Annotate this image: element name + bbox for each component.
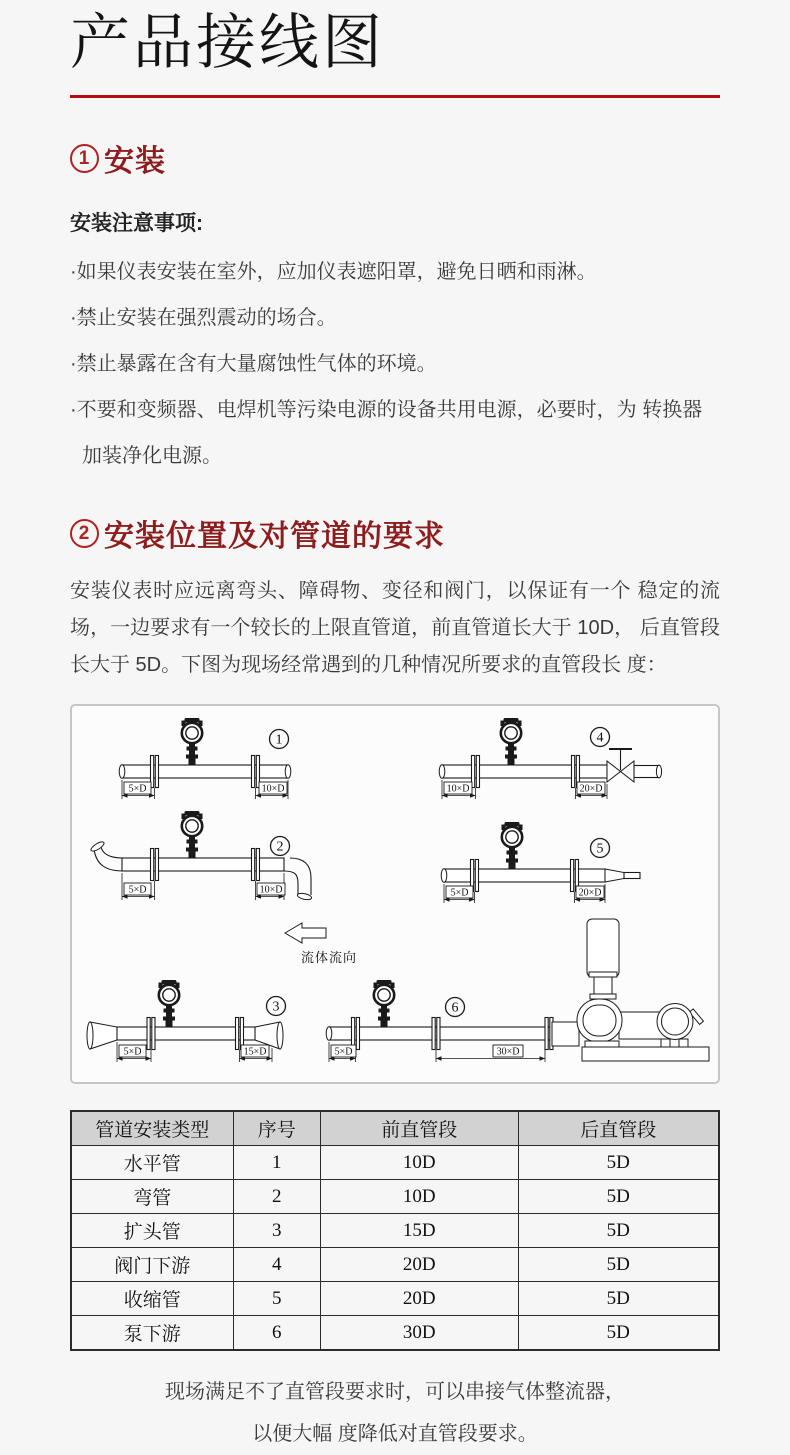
cell-index: 6	[233, 1316, 320, 1351]
config-number-badge	[270, 730, 289, 749]
dimension-label	[444, 782, 605, 795]
cell-front: 10D	[320, 1146, 518, 1180]
svg-text:5×D: 5×D	[123, 1046, 142, 1058]
svg-text:3: 3	[272, 999, 280, 1015]
installation-notes-subtitle: 安装注意事项:	[70, 212, 203, 235]
svg-text:4: 4	[596, 730, 604, 746]
svg-text:5×D: 5×D	[128, 783, 147, 795]
cell-rear: 5D	[518, 1146, 719, 1180]
svg-text:30×D: 30×D	[496, 1046, 520, 1058]
pipe	[122, 765, 288, 778]
cell-index: 5	[233, 1282, 320, 1316]
flowmeter-icon	[159, 980, 180, 1027]
cell-rear: 5D	[518, 1214, 719, 1248]
installation-note-item: ·禁止暴露在含有大量腐蚀性气体的环境。	[70, 353, 437, 375]
position-requirements-paragraph: 安装仪表时应远离弯头、障碍物、变径和阀门，以保证有一个 稳定的流场，一边要求有一个较长的上限直管道，前直管道长大于 10D， 后直管段长大于 5D。下图为现场经常遇到的几种情况所要求的直管段长 度：	[70, 580, 720, 676]
flow-direction-arrow	[285, 923, 357, 965]
svg-text:10×D: 10×D	[259, 884, 283, 896]
column-header-pipe-type: 管道安装类型	[71, 1111, 233, 1146]
cell-front: 20D	[320, 1282, 518, 1316]
pipe	[442, 765, 607, 778]
flowmeter-icon	[502, 822, 523, 869]
flow-direction-label: 流体流向	[300, 950, 358, 965]
config-number-badge	[591, 728, 610, 747]
installation-note-item: ·不要和变频器、电焊机等污染电源的设备共用电源，必要时，为 转换器加装净化电源。	[70, 399, 703, 467]
pump-icon	[552, 919, 709, 1061]
svg-text:5×D: 5×D	[450, 887, 469, 899]
footer-note	[70, 1371, 720, 1455]
config-number-badge	[271, 837, 290, 856]
cell-pipe-type: 收缩管	[71, 1282, 233, 1316]
section-installation-heading	[70, 136, 720, 180]
svg-text:5×D: 5×D	[334, 1046, 353, 1058]
cell-pipe-type: 弯管	[71, 1180, 233, 1214]
pipe-config-5	[441, 822, 640, 903]
cell-pipe-type: 水平管	[71, 1146, 233, 1180]
svg-text:15×D: 15×D	[243, 1046, 267, 1058]
svg-text:10×D: 10×D	[261, 783, 285, 795]
pipe-config-4	[439, 718, 661, 799]
valve-icon	[607, 749, 634, 782]
pipe-config-6	[326, 919, 709, 1062]
svg-text:1: 1	[275, 732, 283, 748]
installation-notes-list	[70, 249, 720, 479]
config-number-badge	[591, 839, 610, 858]
dimension-label	[119, 1045, 269, 1058]
section-position-heading	[70, 511, 720, 555]
flowmeter-icon	[374, 980, 395, 1027]
pipe-config-3	[87, 980, 286, 1062]
straight-pipe-requirements-table	[70, 1110, 720, 1351]
cell-front: 30D	[320, 1316, 518, 1351]
section-position-title: 安装位置及对管道的要求	[104, 520, 445, 553]
dimension-label	[124, 883, 285, 896]
section-installation-title: 安装	[104, 145, 166, 178]
table-row	[71, 1316, 719, 1351]
svg-text:20×D: 20×D	[578, 887, 602, 899]
cell-rear: 5D	[518, 1282, 719, 1316]
table-row	[71, 1180, 719, 1214]
column-header-index: 序号	[233, 1111, 320, 1146]
cell-index: 3	[233, 1214, 320, 1248]
config-number-badge	[267, 997, 286, 1016]
cell-pipe-type: 泵下游	[71, 1316, 233, 1351]
svg-text:2: 2	[276, 839, 284, 855]
svg-text:6: 6	[451, 1000, 459, 1016]
page-title: 产品接线图	[70, 9, 385, 76]
cell-index: 4	[233, 1248, 320, 1282]
cell-front: 15D	[320, 1214, 518, 1248]
column-header-rear-straight: 后直管段	[518, 1111, 719, 1146]
flowmeter-icon	[182, 811, 203, 858]
table-row	[71, 1248, 719, 1282]
expander-icon	[90, 1022, 117, 1049]
svg-text:5×D: 5×D	[128, 884, 147, 896]
cell-pipe-type: 阀门下游	[71, 1248, 233, 1282]
pipe-config-2	[90, 811, 312, 901]
cell-front: 20D	[320, 1248, 518, 1282]
cell-rear: 5D	[518, 1180, 719, 1214]
installation-note-item: ·禁止安装在强烈震动的场合。	[70, 307, 337, 329]
svg-text:10×D: 10×D	[446, 783, 470, 795]
flowmeter-icon	[501, 718, 522, 765]
dimension-label	[124, 782, 287, 795]
cell-front: 10D	[320, 1180, 518, 1214]
table-header-row	[71, 1111, 719, 1146]
flowmeter-icon	[182, 718, 203, 765]
svg-text:5: 5	[596, 841, 604, 857]
footer-note-line2: 以便大幅 度降低对直管段要求。	[252, 1423, 538, 1445]
footer-note-line1: 现场满足不了直管段要求时，可以串接气体整流器，	[165, 1381, 625, 1403]
installation-note-item: ·如果仪表安装在室外，应加仪表遮阳罩，避免日晒和雨淋。	[70, 261, 597, 283]
pipe	[444, 869, 605, 882]
reducer-icon	[605, 869, 624, 882]
piping-diagram	[70, 704, 720, 1084]
cell-index: 2	[233, 1180, 320, 1214]
cell-pipe-type: 扩头管	[71, 1214, 233, 1248]
config-number-badge	[446, 998, 465, 1017]
title-underline	[70, 95, 720, 98]
cell-index: 1	[233, 1146, 320, 1180]
pipe	[117, 1027, 255, 1040]
cell-rear: 5D	[518, 1316, 719, 1351]
pipe-config-1	[119, 718, 291, 799]
table-row	[71, 1146, 719, 1180]
dimension-label	[446, 886, 604, 899]
table-row	[71, 1282, 719, 1316]
piping-diagram-svg	[72, 706, 718, 1082]
circled-number-1-icon: 1	[70, 144, 99, 173]
cell-rear: 5D	[518, 1248, 719, 1282]
table-row	[71, 1214, 719, 1248]
svg-text:20×D: 20×D	[579, 783, 603, 795]
circled-number-2-icon: 2	[70, 519, 99, 548]
column-header-front-straight: 前直管段	[320, 1111, 518, 1146]
